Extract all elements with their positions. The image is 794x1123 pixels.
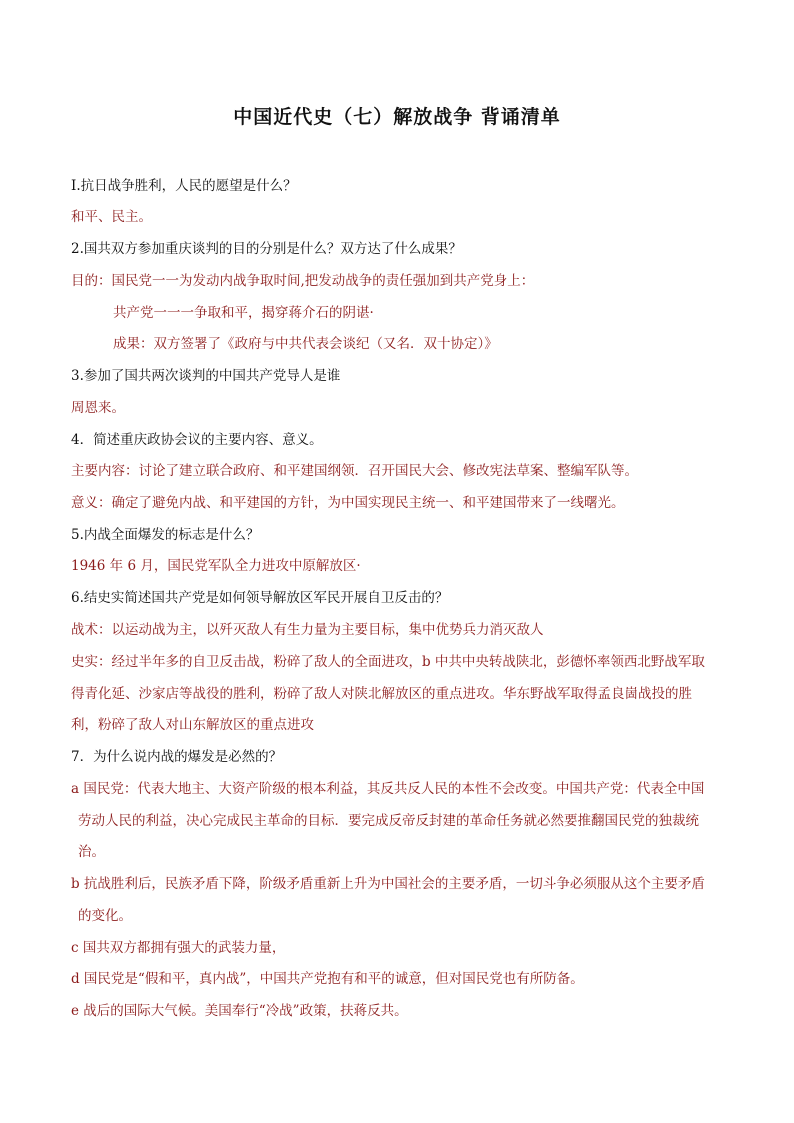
answer-2-purpose: 目的：国民党一一为发动内战争取时间,把发动战争的责任强加到共产党身上：	[71, 273, 535, 289]
question-4: 4．简述重庆政协会议的主要内容、意义。	[71, 432, 323, 448]
answer-7-b-2: 的变化。	[78, 908, 132, 924]
answer-2-result: 成果：双方签署了《政府与中共代表会谈纪（又名．双十协定）》	[113, 336, 498, 352]
answer-5: 1946 年 6 月，国民党军队全力进攻中原解放区·	[71, 558, 361, 574]
answer-6-history-2: 得青化延、沙家店等战役的胜利，粉碎了敌人对陕北解放区的重点进攻。华东野战军取得孟良崮战投的胜	[71, 686, 692, 702]
answer-7-e: e 战后的国际大气候。美国奉行“冷战”政策，扶蒋反共。	[71, 1003, 408, 1019]
answer-6-tactics: 战术：以运动战为主，以歼灭敌人有生力量为主要目标，集中优势兵力消灭敌人	[71, 622, 544, 638]
answer-4-meaning: 意义：确定了避免内战、和平建国的方针，为中国实现民主统一、和平建国带来了一线曙光。	[71, 495, 625, 511]
answer-3: 周恩来。	[71, 400, 125, 416]
answer-7-a-2: 劳动人民的利益，决心完成民主革命的目标．要完成反帝反封建的革命任务就必然要推翻国民党的独裁统	[78, 813, 699, 829]
answer-7-a-3: 治。	[78, 844, 105, 860]
answer-7-c: c 国共双方都拥有强大的武装力量，	[71, 940, 286, 956]
answer-7-d: d 国民党是“假和平，真内战”，中国共产党抱有和平的诚意，但对国民党也有所防备。	[71, 971, 584, 987]
question-7: 7．为什么说内战的爆发是必然的？	[71, 749, 283, 765]
answer-7-b-1: b 抗战胜利后，民族矛盾下降，阶级矛盾重新上升为中国社会的主要矛盾，一切斗争必须服从这个主要矛盾	[71, 876, 705, 892]
answer-6-history-3: 利，粉碎了敌人对山东解放区的重点进攻	[71, 717, 314, 733]
answer-2-cpc: 共产党一一一争取和平，揭穿蒋介石的阴谌·	[113, 305, 374, 321]
question-3: 3.参加了国共两次谈判的中国共产党导人是谁	[71, 368, 341, 384]
answer-7-a-1: a 国民党：代表大地主、大资产阶级的根本利益，其反共反人民的本性不会改变。中国共产党：代表全中国	[71, 781, 705, 797]
question-5: 5.内战全面爆发的标志是什么？	[71, 527, 260, 543]
document-title: 中国近代史（七）解放战争 背诵清单	[233, 106, 561, 128]
question-6: 6.结史实简述国共产党是如何领导解放区军民开展自卫反击的？	[71, 590, 449, 606]
answer-6-history-1: 史实：经过半年多的自卫反击战，粉碎了敌人的全面进攻，b 中共中央转战陕北，彭德怀率领西北野战军取	[71, 654, 705, 670]
answer-4-content: 主要内容：讨论了建立联合政府、和平建国纲领．召开国民大会、修改宪法草案、整编军队等。	[71, 463, 638, 479]
answer-1: 和平、民主。	[71, 209, 152, 225]
question-1: I.抗日战争胜利，人民的愿望是什么？	[71, 178, 297, 194]
question-2: 2.国共双方参加重庆谈判的目的分别是什么？双方达了什么成果？	[71, 241, 462, 257]
